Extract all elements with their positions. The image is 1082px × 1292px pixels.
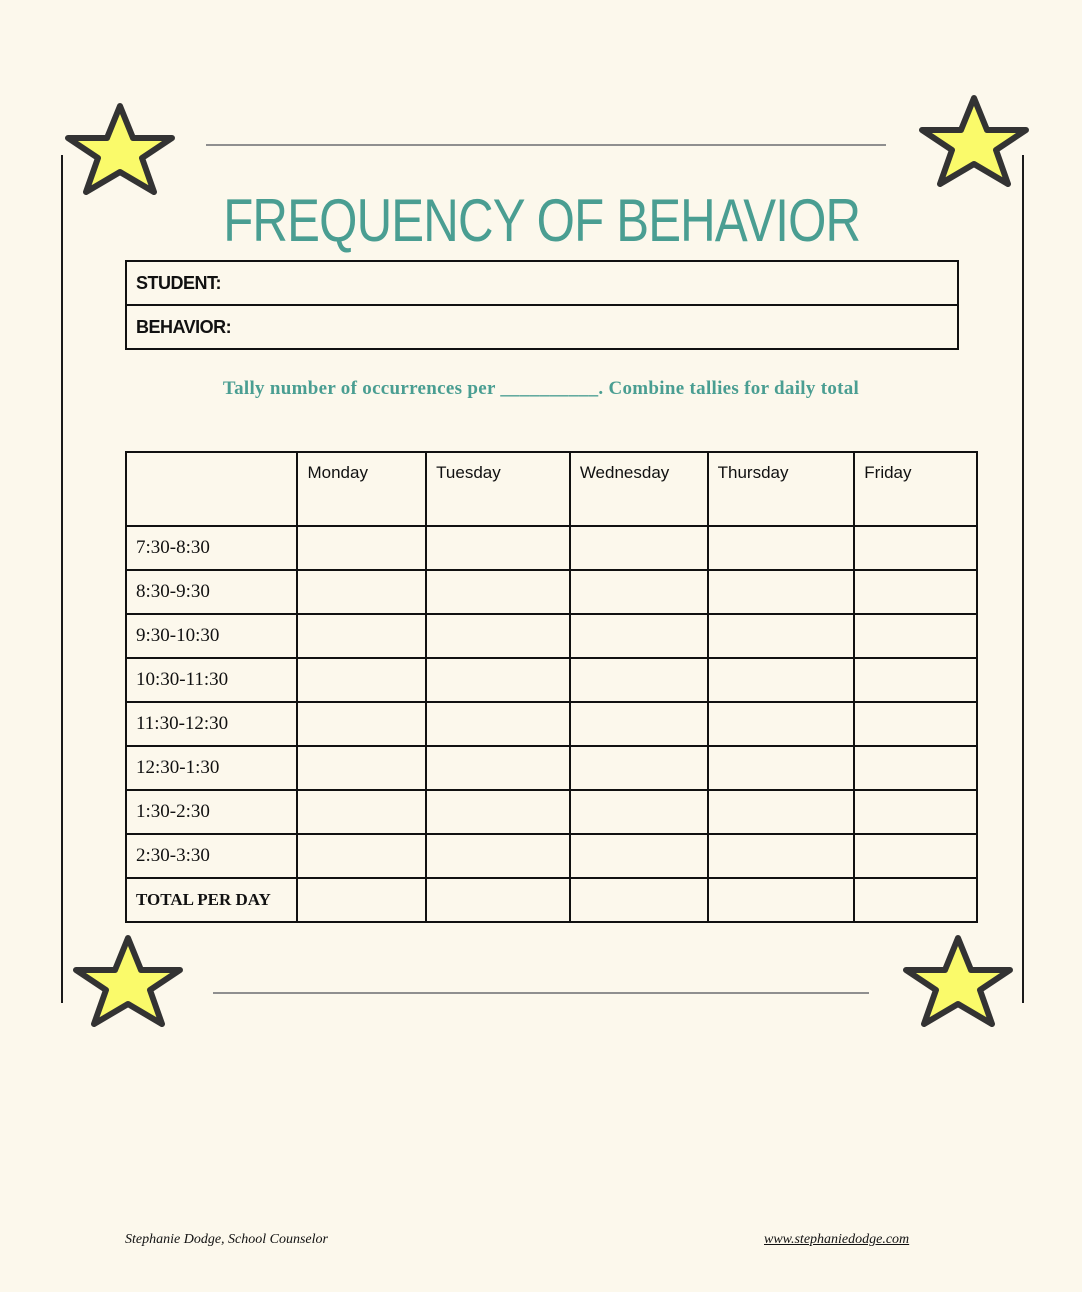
tally-cell[interactable] (708, 570, 855, 614)
tally-cell[interactable] (297, 526, 426, 570)
tally-cell[interactable] (854, 658, 977, 702)
table-header-row (126, 452, 977, 526)
tally-cell[interactable] (297, 658, 426, 702)
top-divider (206, 144, 886, 146)
tally-cell[interactable] (854, 834, 977, 878)
tally-cell[interactable] (854, 526, 977, 570)
tally-cell[interactable] (854, 746, 977, 790)
tally-cell[interactable] (708, 834, 855, 878)
table-row (126, 746, 977, 790)
tally-cell[interactable] (854, 790, 977, 834)
behavior-field[interactable] (127, 306, 957, 348)
table-row (126, 878, 977, 922)
table-row (126, 614, 977, 658)
tally-cell[interactable] (854, 702, 977, 746)
tally-cell[interactable] (708, 658, 855, 702)
tally-table (125, 451, 978, 923)
tally-cell[interactable] (426, 790, 570, 834)
tally-cell[interactable] (708, 702, 855, 746)
tally-cell[interactable] (570, 790, 708, 834)
tally-cell[interactable] (297, 702, 426, 746)
tally-cell[interactable] (708, 526, 855, 570)
table-row (126, 658, 977, 702)
tally-cell[interactable] (426, 570, 570, 614)
footer-website-link[interactable]: www.stephaniedodge.com (764, 1232, 910, 1247)
star-icon (62, 100, 178, 200)
header-cell: Wednesday (570, 452, 708, 526)
tally-cell[interactable] (570, 878, 708, 922)
table-row (126, 570, 977, 614)
header-cell: Tuesday (426, 452, 570, 526)
tally-cell[interactable] (426, 878, 570, 922)
student-info-box (125, 260, 959, 350)
tally-cell[interactable] (297, 746, 426, 790)
behavior-label: BEHAVIOR: (136, 316, 232, 337)
table-row (126, 790, 977, 834)
time-slot-label: 8:30-9:30 (126, 570, 297, 614)
tally-cell[interactable] (297, 614, 426, 658)
time-slot-label: 1:30-2:30 (126, 790, 297, 834)
student-label: STUDENT: (136, 272, 221, 293)
time-slot-label: 9:30-10:30 (126, 614, 297, 658)
header-cell: Monday (297, 452, 426, 526)
tally-cell[interactable] (854, 570, 977, 614)
footer-author: Stephanie Dodge, School Counselor (125, 1232, 328, 1247)
left-border-line (61, 155, 63, 1003)
time-slot-label: 7:30-8:30 (126, 526, 297, 570)
tally-cell[interactable] (426, 702, 570, 746)
tally-cell[interactable] (708, 878, 855, 922)
header-cell (126, 452, 297, 526)
time-slot-label: 2:30-3:30 (126, 834, 297, 878)
tally-cell[interactable] (570, 702, 708, 746)
time-slot-label: TOTAL PER DAY (126, 878, 297, 922)
page-title: FREQUENCY OF BEHAVIOR (223, 187, 861, 254)
tally-cell[interactable] (570, 526, 708, 570)
header-cell: Friday (854, 452, 977, 526)
header-cell: Thursday (708, 452, 855, 526)
tally-cell[interactable] (570, 746, 708, 790)
tally-cell[interactable] (297, 834, 426, 878)
tally-cell[interactable] (426, 746, 570, 790)
table-row (126, 526, 977, 570)
time-slot-label: 11:30-12:30 (126, 702, 297, 746)
tally-cell[interactable] (708, 746, 855, 790)
tally-cell[interactable] (570, 614, 708, 658)
star-icon (900, 932, 1016, 1032)
bottom-divider (213, 992, 869, 994)
right-border-line (1022, 155, 1024, 1003)
tally-cell[interactable] (854, 878, 977, 922)
tally-cell[interactable] (570, 570, 708, 614)
time-slot-label: 10:30-11:30 (126, 658, 297, 702)
tally-cell[interactable] (708, 790, 855, 834)
tally-cell[interactable] (570, 834, 708, 878)
table-row (126, 702, 977, 746)
time-slot-label: 12:30-1:30 (126, 746, 297, 790)
tally-cell[interactable] (426, 614, 570, 658)
table-row (126, 834, 977, 878)
tally-cell[interactable] (854, 614, 977, 658)
tally-cell[interactable] (297, 790, 426, 834)
tally-cell[interactable] (297, 570, 426, 614)
tally-cell[interactable] (426, 526, 570, 570)
tally-cell[interactable] (297, 878, 426, 922)
star-icon (70, 932, 186, 1032)
star-icon (916, 92, 1032, 192)
tally-cell[interactable] (708, 614, 855, 658)
student-field[interactable] (127, 262, 957, 306)
tally-cell[interactable] (570, 658, 708, 702)
instructions: Tally number of occurrences per __________. Combine tallies for daily total (222, 378, 860, 399)
tally-cell[interactable] (426, 834, 570, 878)
tally-cell[interactable] (426, 658, 570, 702)
